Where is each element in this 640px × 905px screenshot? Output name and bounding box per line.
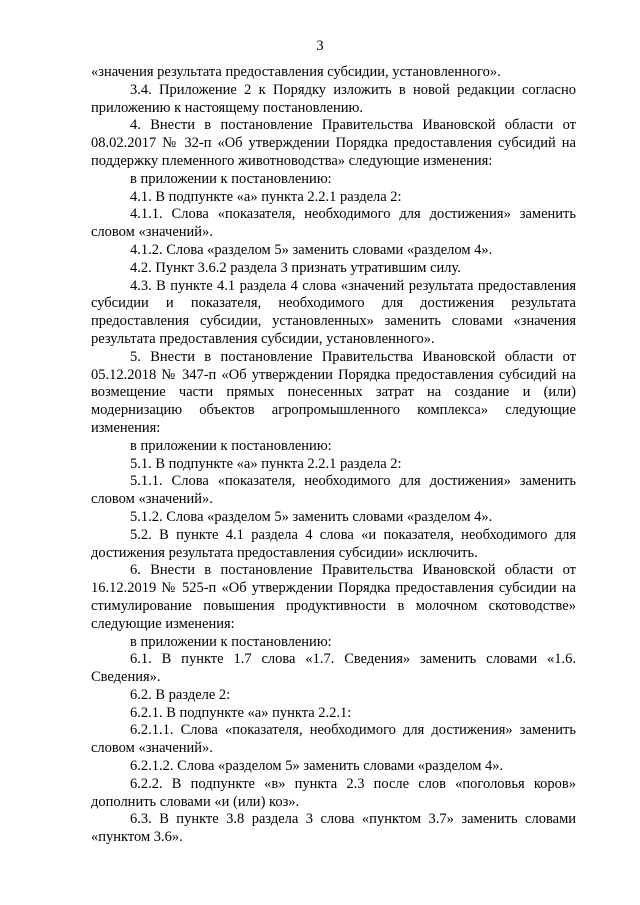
paragraph: 6.2. В разделе 2: [130, 686, 231, 703]
paragraph: в приложении к постановлению: [130, 170, 332, 187]
paragraph: 6.2.2. В подпункте «в» пункта 2.3 после слов «поголовья коров» дополнить словами «и (или) коз». [91, 775, 576, 810]
paragraph: 4.1.1. Слова «показателя, необходимого для достижения» заменить словом «значений». [91, 206, 576, 241]
paragraph: 6.2.1.2. Слова «разделом 5» заменить словами «разделом 4». [130, 758, 504, 775]
page-number: 3 [316, 38, 324, 54]
document-body [91, 64, 576, 847]
paragraph: 6.2.1.1. Слова «показателя, необходимого для достижения» заменить словом «значений». [91, 722, 576, 757]
paragraph: 5.1. В подпункте «а» пункта 2.2.1 раздела 2: [130, 455, 402, 472]
paragraph: 4. Внести в постановление Правительства Ивановской области от 08.02.2017 № 32-п «Об утверждении Порядка предоставления субсидий на поддержку племенного животноводства» следующие изменения: [91, 117, 576, 169]
paragraph: 6.2.1. В подпункте «а» пункта 2.2.1: [130, 704, 352, 721]
paragraph: в приложении к постановлению: [130, 633, 332, 650]
paragraph: 4.1. В подпункте «а» пункта 2.2.1 раздела 2: [130, 188, 402, 205]
paragraph: «значения результата предоставления субсидии, установленного». [91, 64, 501, 80]
paragraph: 5.1.2. Слова «разделом 5» заменить словами «разделом 4». [130, 508, 493, 525]
paragraph: 5.1.1. Слова «показателя, необходимого для достижения» заменить словом «значений». [91, 473, 576, 508]
paragraph: в приложении к постановлению: [130, 437, 332, 454]
paragraph: 4.1.2. Слова «разделом 5» заменить словами «разделом 4». [130, 241, 493, 258]
paragraph: 6.1. В пункте 1.7 слова «1.7. Сведения» заменить словами «1.6. Сведения». [91, 651, 576, 686]
paragraph: 6. Внести в постановление Правительства Ивановской области от 16.12.2019 № 525-п «Об утверждении Порядка предоставления субсидии на стимулирование повышения продуктивности в молочном скотоводстве» следующие изменения: [91, 562, 576, 632]
paragraph: 3.4. Приложение 2 к Порядку изложить в новой редакции согласно приложению к настоящему постановлению. [91, 81, 576, 116]
paragraph: 5.2. В пункте 4.1 раздела 4 слова «и показателя, необходимого для достижения результата предоставления субсидии» исключить. [91, 526, 576, 561]
paragraph: 4.2. Пункт 3.6.2 раздела 3 признать утратившим силу. [130, 259, 461, 276]
paragraph: 4.3. В пункте 4.1 раздела 4 слова «значений результата предоставления субсидии и показателя, необходимого для достижения результата предоставления субсидии, установленных» заменить словами «значения результата предоставления субсидии, установленного». [91, 277, 576, 347]
paragraph: 6.3. В пункте 3.8 раздела 3 слова «пунктом 3.7» заменить словами «пунктом 3.6». [91, 811, 576, 846]
paragraph: 5. Внести в постановление Правительства Ивановской области от 05.12.2018 № 347-п «Об утверждении Порядка предоставления субсидий на возмещение части прямых понесенных затрат на создание и (или) модернизацию объектов агропромышленного комплекса» следующие изменения: [91, 348, 576, 436]
